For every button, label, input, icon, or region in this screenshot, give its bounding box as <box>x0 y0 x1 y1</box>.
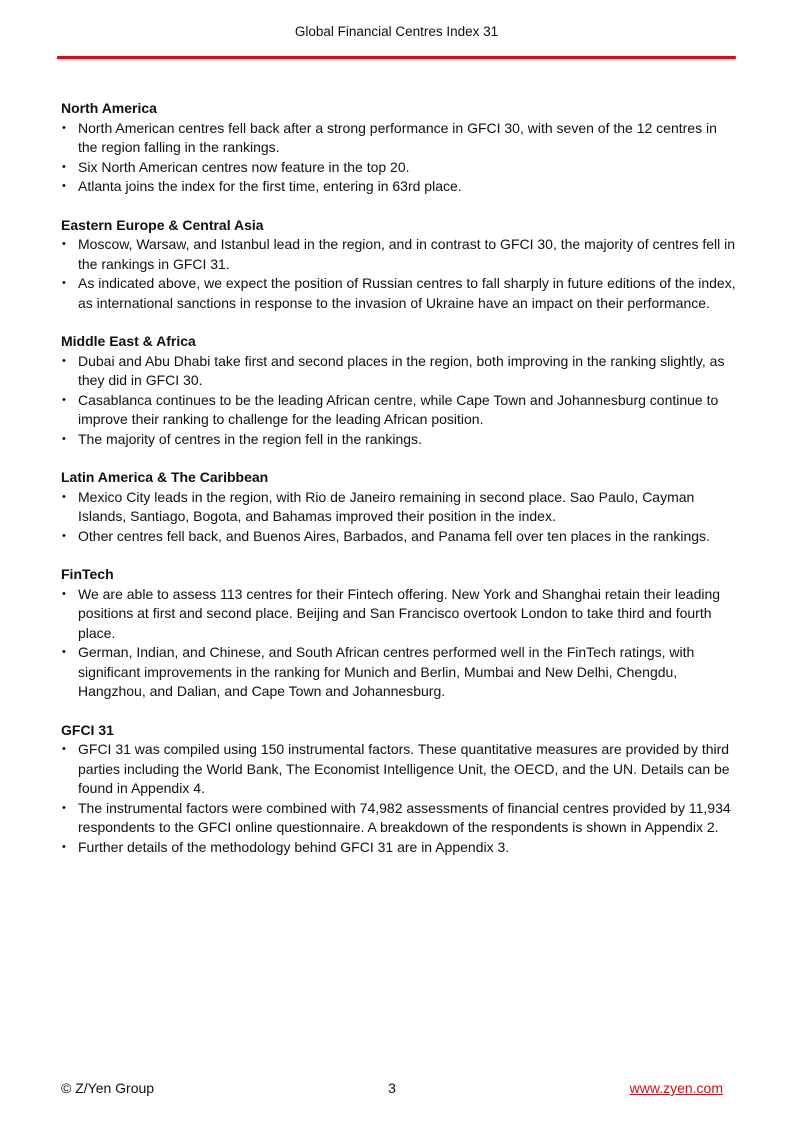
bullet-dot-icon: • <box>62 490 66 503</box>
section-heading: North America <box>61 100 157 116</box>
bullet-dot-icon: • <box>62 393 66 406</box>
bullet-item <box>61 235 736 274</box>
bullet-dot-icon: • <box>62 432 66 445</box>
bullet-dot-icon: • <box>62 354 66 367</box>
bullet-text: The majority of centres in the region fell in the rankings. <box>78 430 422 447</box>
bullet-item <box>61 177 736 197</box>
section-heading: Eastern Europe & Central Asia <box>61 216 264 233</box>
bullet-item <box>61 799 736 838</box>
section <box>61 565 736 702</box>
bullet-item <box>61 274 736 313</box>
section-heading: Latin America & The Caribbean <box>61 469 269 485</box>
bullet-list <box>61 235 736 313</box>
footer-page-number: 3 <box>388 1080 396 1096</box>
bullet-dot-icon: • <box>62 160 66 173</box>
bullet-item <box>61 585 736 644</box>
section <box>61 332 736 449</box>
bullet-list <box>61 119 736 197</box>
bullet-text: We are able to assess 113 centres for their Fintech offering. New York and Shanghai retain their leading positions at first and second place. Beijing and San Francisco overtook London to take third and fourth place. <box>78 585 721 641</box>
bullet-item <box>61 352 736 391</box>
bullet-dot-icon: • <box>62 646 66 658</box>
section-heading: Middle East & Africa <box>61 333 196 349</box>
section <box>61 468 736 546</box>
bullet-dot-icon: • <box>62 801 66 814</box>
bullet-dot-icon: • <box>62 743 66 755</box>
bullet-item <box>61 740 736 799</box>
bullet-text: Mexico City leads in the region, with Rio de Janeiro remaining in second place. Sao Paulo, Cayman Islands, Santiago, Bogota, and Bahamas improved their position in the index. <box>78 488 695 524</box>
bullet-item <box>61 119 736 158</box>
bullet-text: Dubai and Abu Dhabi take first and second places in the region, both improving in the ranking slightly, as they did in GFCI 30. <box>78 352 725 388</box>
bullet-text: The instrumental factors were combined with 74,982 assessments of financial centres provided by 11,934 respondents to the GFCI online questionnaire. A breakdown of the respondents is shown in Appendix 2. <box>78 799 731 835</box>
bullet-dot-icon: • <box>62 121 66 134</box>
section-heading: GFCI 31 <box>61 721 114 738</box>
bullet-item <box>61 838 736 858</box>
bullet-item <box>61 527 736 547</box>
footer-website-link[interactable]: www.zyen.com <box>629 1080 723 1096</box>
bullet-list <box>61 352 736 450</box>
section <box>61 216 736 314</box>
bullet-text: As indicated above, we expect the position of Russian centres to fall sharply in future editions of the index, as international sanctions in response to the invasion of Ukraine have an impact on their performance. <box>78 275 736 311</box>
bullet-text: North American centres fell back after a strong performance in GFCI 30, with seven of the 12 centres in the region falling in the rankings. <box>78 119 717 155</box>
bullet-dot-icon: • <box>62 238 66 250</box>
bullet-text: Six North American centres now feature in the top 20. <box>78 158 410 175</box>
page-footer <box>61 1080 723 1100</box>
footer-copyright: © Z/Yen Group <box>61 1080 155 1096</box>
bullet-item <box>61 391 736 430</box>
bullet-dot-icon: • <box>62 529 66 542</box>
page-header-title: Global Financial Centres Index 31 <box>294 24 499 39</box>
bullet-text: Moscow, Warsaw, and Istanbul lead in the region, and in contrast to GFCI 30, the majority of centres fell in the rankings in GFCI 31. <box>78 236 736 272</box>
bullet-list <box>61 585 736 702</box>
bullet-dot-icon: • <box>62 277 66 289</box>
header-divider <box>57 56 736 59</box>
section <box>61 721 736 858</box>
bullet-text: GFCI 31 was compiled using 150 instrumental factors. These quantitative measures are provided by third parties including the World Bank, The Economist Intelligence Unit, the OECD, and the UN. Details can be found in Appendix 4. <box>78 741 730 796</box>
bullet-item <box>61 488 736 527</box>
bullet-dot-icon: • <box>62 840 66 853</box>
bullet-text: Other centres fell back, and Buenos Aires, Barbados, and Panama fell over ten places in the rankings. <box>78 527 710 544</box>
bullet-text: Atlanta joins the index for the first time, entering in 63rd place. <box>78 178 462 194</box>
bullet-item <box>61 158 736 178</box>
section <box>61 99 736 197</box>
bullet-dot-icon: • <box>62 587 66 600</box>
bullet-text: Further details of the methodology behind GFCI 31 are in Appendix 3. <box>78 838 510 855</box>
bullet-text: German, Indian, and Chinese, and South African centres performed well in the FinTech ratings, with significant improvements in the ranking for Munich and Berlin, Mumbai and New Delhi, Chengdu, Hangzhou, and Dalian, and Cape Town and Johannesburg. <box>78 644 695 699</box>
document-body <box>61 99 736 876</box>
bullet-list <box>61 740 736 857</box>
bullet-text: Casablanca continues to be the leading African centre, while Cape Town and Johannesburg continue to improve their ranking to challenge for the leading African position. <box>78 391 719 427</box>
bullet-item <box>61 643 736 702</box>
bullet-list <box>61 488 736 547</box>
bullet-item <box>61 430 736 450</box>
bullet-dot-icon: • <box>62 180 66 192</box>
section-heading: FinTech <box>61 566 114 582</box>
